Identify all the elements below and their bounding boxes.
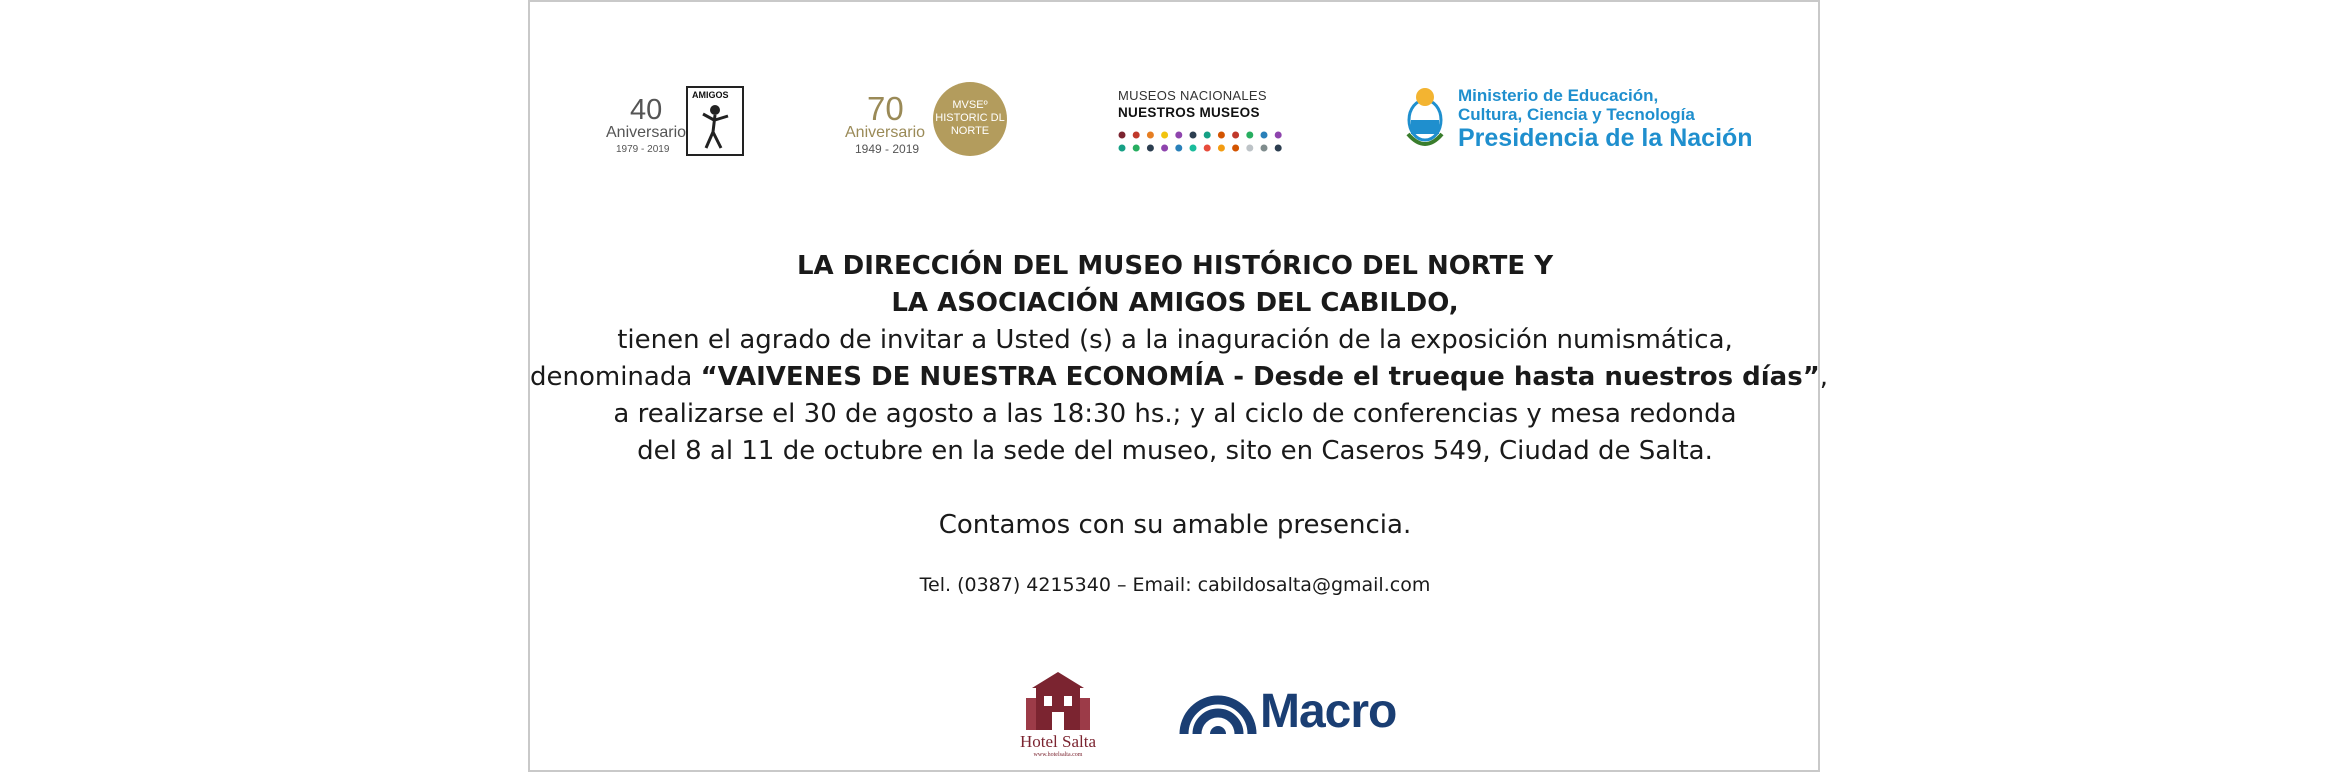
museo-anniversary-logo	[845, 82, 1015, 162]
contact-info: Tel. (0387) 4215340 – Email: cabildosalta@gmail.com	[919, 574, 1431, 596]
invitation-line3: tienen el agrado de invitar a Usted (s) a la inaguración de la exposición numismática,	[617, 325, 1733, 355]
museos-line2: NUESTROS MUSEOS	[1118, 105, 1260, 120]
line4-suffix: ,	[1819, 362, 1829, 392]
badge-text: AMIGOS	[692, 90, 729, 100]
museos-nacionales-logo	[1118, 88, 1298, 158]
hotel-url: www.hotelsalta.com	[1033, 752, 1083, 758]
invitation-line6: del 8 al 11 de octubre en la sede del museo, sito en Caseros 549, Ciudad de Salta.	[637, 436, 1713, 466]
hotel-salta-logo	[1008, 668, 1108, 768]
anniversary-word: Aniversario	[606, 124, 687, 141]
amigos-cabildo-badge	[686, 86, 744, 156]
invitation-card	[528, 0, 1829, 772]
line4-prefix: denominada	[530, 362, 701, 392]
hotel-building-icon	[1008, 668, 1108, 732]
banco-macro-logo	[1178, 685, 1408, 748]
anniversary-number: 70	[867, 90, 904, 127]
invitation-line1: LA DIRECCIÓN DEL MUSEO HISTÓRICO DEL NORTE Y	[796, 251, 1554, 281]
anniversary-number: 40	[630, 94, 663, 126]
presidencia-title: Presidencia de la Nación	[1458, 124, 1753, 152]
exhibition-title: “VAIVENES DE NUESTRA ECONOMÍA - Desde el trueque hasta nuestros días”	[700, 362, 1820, 392]
national-coat-of-arms-icon	[1400, 82, 1450, 152]
invitation-line2: LA ASOCIACIÓN AMIGOS DEL CABILDO,	[891, 288, 1459, 318]
seal-text: MVSEº HISTORIC DL NORTE	[935, 99, 1005, 137]
anniversary-years: 1949 - 2019	[855, 142, 920, 156]
hotel-name: Hotel Salta	[1019, 732, 1096, 751]
anniversary-years: 1979 - 2019	[616, 144, 670, 155]
invitation-text	[530, 248, 1829, 470]
macro-wordmark: Macro	[1260, 685, 1397, 738]
invitation-line4	[530, 359, 1829, 396]
anniversary-word: Aniversario	[845, 124, 926, 141]
macro-arcs-icon	[1178, 690, 1258, 740]
invitation-line5: a realizarse el 30 de agosto a las 18:30 hs.; y al ciclo de conferencias y mesa redonda	[613, 399, 1737, 429]
ministerio-line2: Cultura, Ciencia y Tecnología	[1458, 105, 1695, 124]
colored-dots-icon	[1118, 130, 1288, 154]
museo-seal-icon	[933, 82, 1007, 156]
ministerio-line1: Ministerio de Educación,	[1458, 86, 1659, 105]
museos-line1: MUSEOS NACIONALES	[1118, 88, 1267, 103]
amigos-anniversary-logo	[606, 86, 756, 162]
dancer-figure-icon	[688, 88, 742, 154]
closing-text: Contamos con su amable presencia.	[938, 510, 1412, 540]
ministerio-logo	[1400, 82, 1780, 162]
